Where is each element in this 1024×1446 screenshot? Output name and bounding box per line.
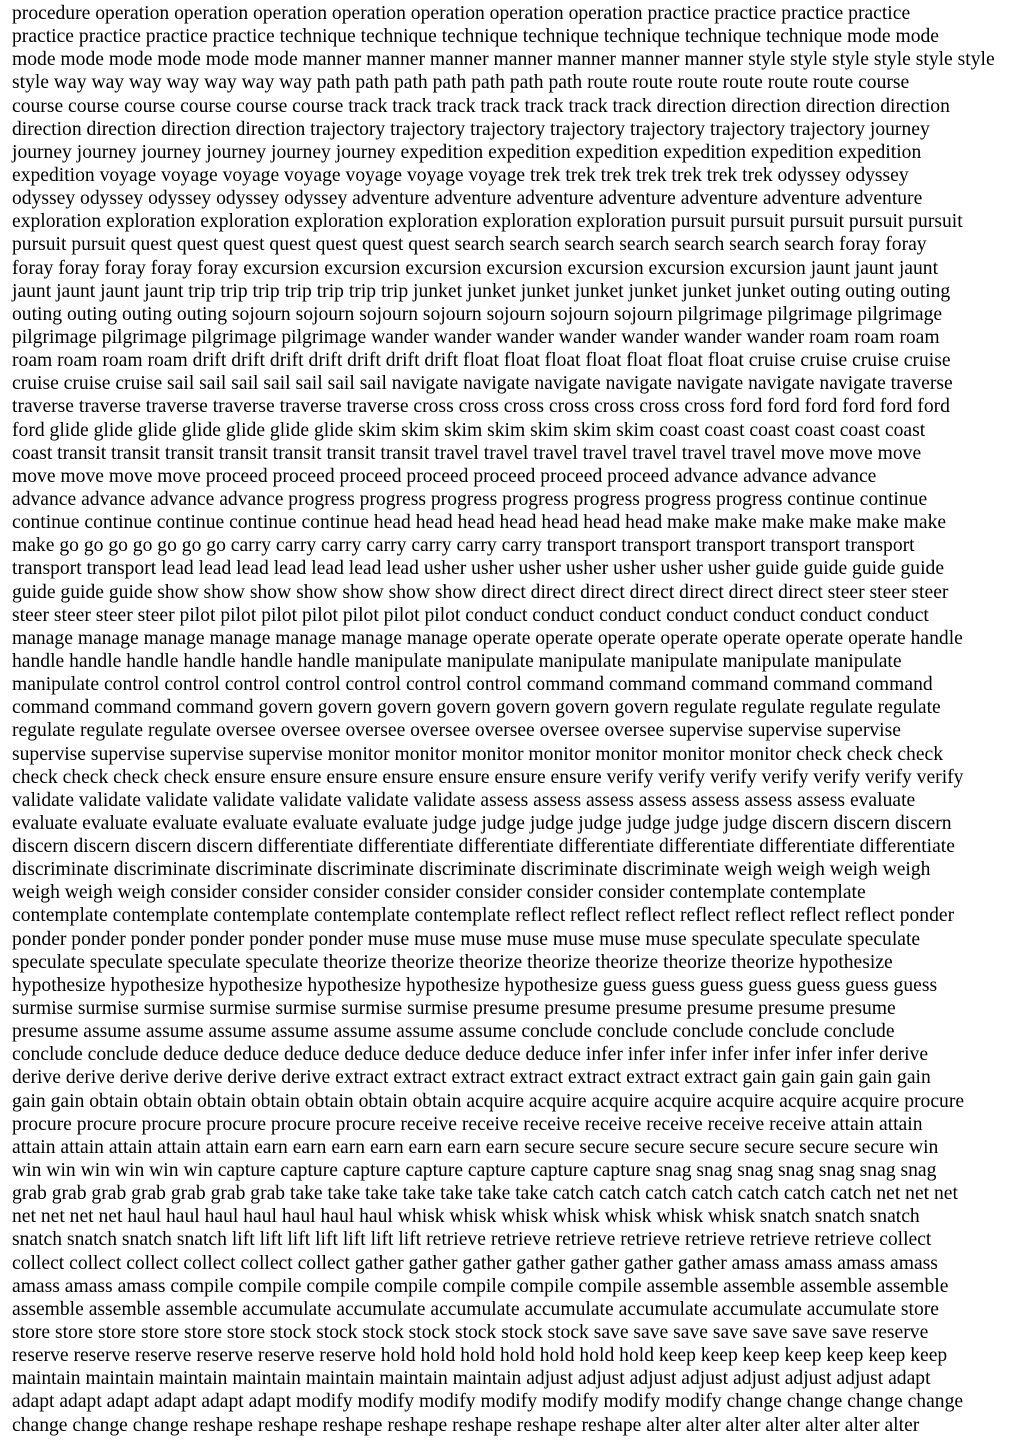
text-line: reserve reserve reserve reserve reserve reserve hold hold hold hold hold hold hold keep keep keep keep keep keep keep xyxy=(12,1345,948,1367)
text-line: grab grab grab grab grab grab grab take take take take take take take catch catch catch catch catch catch catch net net net xyxy=(12,1183,958,1205)
text-line: odyssey odyssey odyssey odyssey odyssey adventure adventure adventure adventure adventure adventure adventure xyxy=(12,188,923,210)
text-line: course course course course course course track track track track track track track direction direction direction direction xyxy=(12,95,950,117)
text-line: attain attain attain attain attain earn earn earn earn earn earn earn secure secure secure secure secure secure secure win xyxy=(12,1136,939,1158)
text-line: coast transit transit transit transit transit transit transit travel travel travel travel travel travel travel move move move xyxy=(12,442,922,464)
text-line: store store store store store store stock stock stock stock stock stock stock save save save save save save save reserve xyxy=(12,1322,929,1344)
text-line: gain gain obtain obtain obtain obtain obtain obtain obtain acquire acquire acquire acquire acquire acquire acquire procure xyxy=(12,1090,965,1112)
text-line: assemble assemble assemble accumulate accumulate accumulate accumulate accumulate accumulate accumulate store xyxy=(12,1298,939,1320)
text-line: derive derive derive derive derive derive extract extract extract extract extract extract extract gain gain gain gain gain xyxy=(12,1067,931,1089)
text-line: procure procure procure procure procure procure receive receive receive receive receive receive receive attain attain xyxy=(12,1113,923,1135)
text-line: continue continue continue continue continue head head head head head head head make make make make make make xyxy=(12,512,947,534)
text-line: transport transport lead lead lead lead lead lead lead usher usher usher usher usher usher usher guide guide guide guide xyxy=(12,558,945,580)
text-line: change change change reshape reshape reshape reshape reshape reshape reshape alter alter alter alter alter alter alter xyxy=(12,1414,920,1436)
text-line: supervise supervise supervise supervise monitor monitor monitor monitor monitor monitor monitor check check check xyxy=(12,743,944,765)
text-line: command command command govern govern govern govern govern govern govern regulate regulate regulate regulate xyxy=(12,697,941,719)
text-line: surmise surmise surmise surmise surmise surmise surmise presume presume presume presume presume presume xyxy=(12,998,896,1020)
text-line: traverse traverse traverse traverse traverse traverse cross cross cross cross cross cross cross ford ford ford ford ford ford xyxy=(12,396,950,418)
text-line: practice practice practice practice technique technique technique technique technique technique technique mode mode xyxy=(12,26,939,48)
text-line: validate validate validate validate validate validate validate assess assess assess assess assess assess assess evaluate xyxy=(12,789,916,811)
text-line: pursuit pursuit quest quest quest quest quest quest quest search search search search search search search foray foray xyxy=(12,234,927,256)
text-line: ford glide glide glide glide glide glide glide skim skim skim skim skim skim skim coast coast coast coast coast coast xyxy=(12,419,926,441)
text-line: handle handle handle handle handle handle manipulate manipulate manipulate manipulate manipulate manipulate xyxy=(12,650,902,672)
text-line: foray foray foray foray foray excursion excursion excursion excursion excursion excursion excursion jaunt jaunt jaunt xyxy=(12,257,939,279)
text-line: mode mode mode mode mode mode manner manner manner manner manner manner manner style style style style style style xyxy=(12,49,995,71)
text-line: adapt adapt adapt adapt adapt adapt modify modify modify modify modify modify modify change change change change xyxy=(12,1391,964,1413)
text-line: advance advance advance advance progress progress progress progress progress progress progress continue continue xyxy=(12,488,928,510)
text-line: manipulate control control control control control control control command command command command command xyxy=(12,674,933,696)
document-body xyxy=(12,2,1018,1437)
text-line: move move move move proceed proceed proceed proceed proceed proceed proceed advance advance advance xyxy=(12,465,877,487)
text-line: check check check check ensure ensure ensure ensure ensure ensure ensure verify verify verify verify verify verify verify xyxy=(12,766,964,788)
text-line: win win win win win win capture capture capture capture capture capture capture snag snag snag snag snag snag snag xyxy=(12,1160,937,1182)
text-line: hypothesize hypothesize hypothesize hypothesize hypothesize hypothesize guess guess guess guess guess guess guess xyxy=(12,974,938,996)
text-line: conclude conclude deduce deduce deduce deduce deduce deduce deduce infer infer infer infer infer infer infer derive xyxy=(12,1044,929,1066)
text-line: procedure operation operation operation operation operation operation operation practice practice practice practice xyxy=(12,3,911,24)
text-line: discern discern discern discern differentiate differentiate differentiate differentiate differentiate differentiate differentiate xyxy=(12,836,955,858)
text-line: manage manage manage manage manage manage manage operate operate operate operate operate operate operate handle xyxy=(12,627,963,649)
text-line: ponder ponder ponder ponder ponder ponder muse muse muse muse muse muse muse speculate speculate speculate xyxy=(12,928,921,950)
text-line: contemplate contemplate contemplate contemplate contemplate reflect reflect reflect reflect reflect reflect reflect ponder xyxy=(12,905,955,927)
text-line: roam roam roam roam drift drift drift drift drift drift drift float float float float float float float cruise cruise cruise cruise xyxy=(12,350,951,372)
text-line: presume assume assume assume assume assume assume assume conclude conclude conclude conclude conclude xyxy=(12,1021,895,1043)
text-line: expedition voyage voyage voyage voyage voyage voyage voyage trek trek trek trek trek trek trek odyssey odyssey xyxy=(12,164,909,186)
text-line: pilgrimage pilgrimage pilgrimage pilgrimage wander wander wander wander wander wander wander roam roam roam xyxy=(12,326,940,348)
text-line: steer steer steer steer pilot pilot pilot pilot pilot pilot pilot conduct conduct conduct conduct conduct conduct conduct xyxy=(12,604,929,626)
text-line: make go go go go go go go carry carry carry carry carry carry carry transport transport transport transport transport xyxy=(12,535,915,557)
text-line: journey journey journey journey journey journey expedition expedition expedition expedition expedition expedition xyxy=(12,141,922,163)
text-line: speculate speculate speculate speculate theorize theorize theorize theorize theorize theorize theorize hypothesize xyxy=(12,951,893,973)
text-line: style way way way way way way way path path path path path path path route route route route route route course xyxy=(12,72,910,94)
text-line: regulate regulate regulate oversee oversee oversee oversee oversee oversee oversee supervise supervise supervise xyxy=(12,720,901,742)
text-line: maintain maintain maintain maintain maintain maintain maintain adjust adjust adjust adjust adjust adjust adjust adapt xyxy=(12,1368,931,1390)
text-line: discriminate discriminate discriminate discriminate discriminate discriminate discriminate weigh weigh weigh weigh xyxy=(12,859,931,881)
text-line: amass amass amass compile compile compile compile compile compile compile assemble assemble assemble assemble xyxy=(12,1275,949,1297)
text-line: net net net net haul haul haul haul haul haul haul whisk whisk whisk whisk whisk whisk whisk snatch snatch snatch xyxy=(12,1206,920,1228)
text-line: snatch snatch snatch snatch lift lift lift lift lift lift lift retrieve retrieve retrieve retrieve retrieve retrieve retrieve collect xyxy=(12,1229,932,1251)
text-line: exploration exploration exploration exploration exploration exploration exploration pursuit pursuit pursuit pursuit pursuit xyxy=(12,211,963,233)
text-line: guide guide guide show show show show show show show direct direct direct direct direct direct direct steer steer steer xyxy=(12,581,949,603)
text-line: weigh weigh weigh consider consider consider consider consider consider consider contemplate contemplate xyxy=(12,882,866,904)
text-line: outing outing outing outing sojourn sojourn sojourn sojourn sojourn sojourn sojourn pilgrimage pilgrimage pilgrimage xyxy=(12,303,943,325)
text-line: jaunt jaunt jaunt jaunt trip trip trip trip trip trip trip junket junket junket junket junket junket junket outing outing outing xyxy=(12,280,951,302)
text-line: direction direction direction direction trajectory trajectory trajectory trajectory trajectory trajectory trajectory journey xyxy=(12,118,930,140)
text-line: evaluate evaluate evaluate evaluate evaluate evaluate judge judge judge judge judge judge judge discern discern discern xyxy=(12,812,952,834)
text-line: cruise cruise cruise sail sail sail sail sail sail sail navigate navigate navigate navigate navigate navigate navigate traverse xyxy=(12,373,953,395)
text-line: collect collect collect collect collect collect gather gather gather gather gather gather gather amass amass amass amass xyxy=(12,1252,938,1274)
